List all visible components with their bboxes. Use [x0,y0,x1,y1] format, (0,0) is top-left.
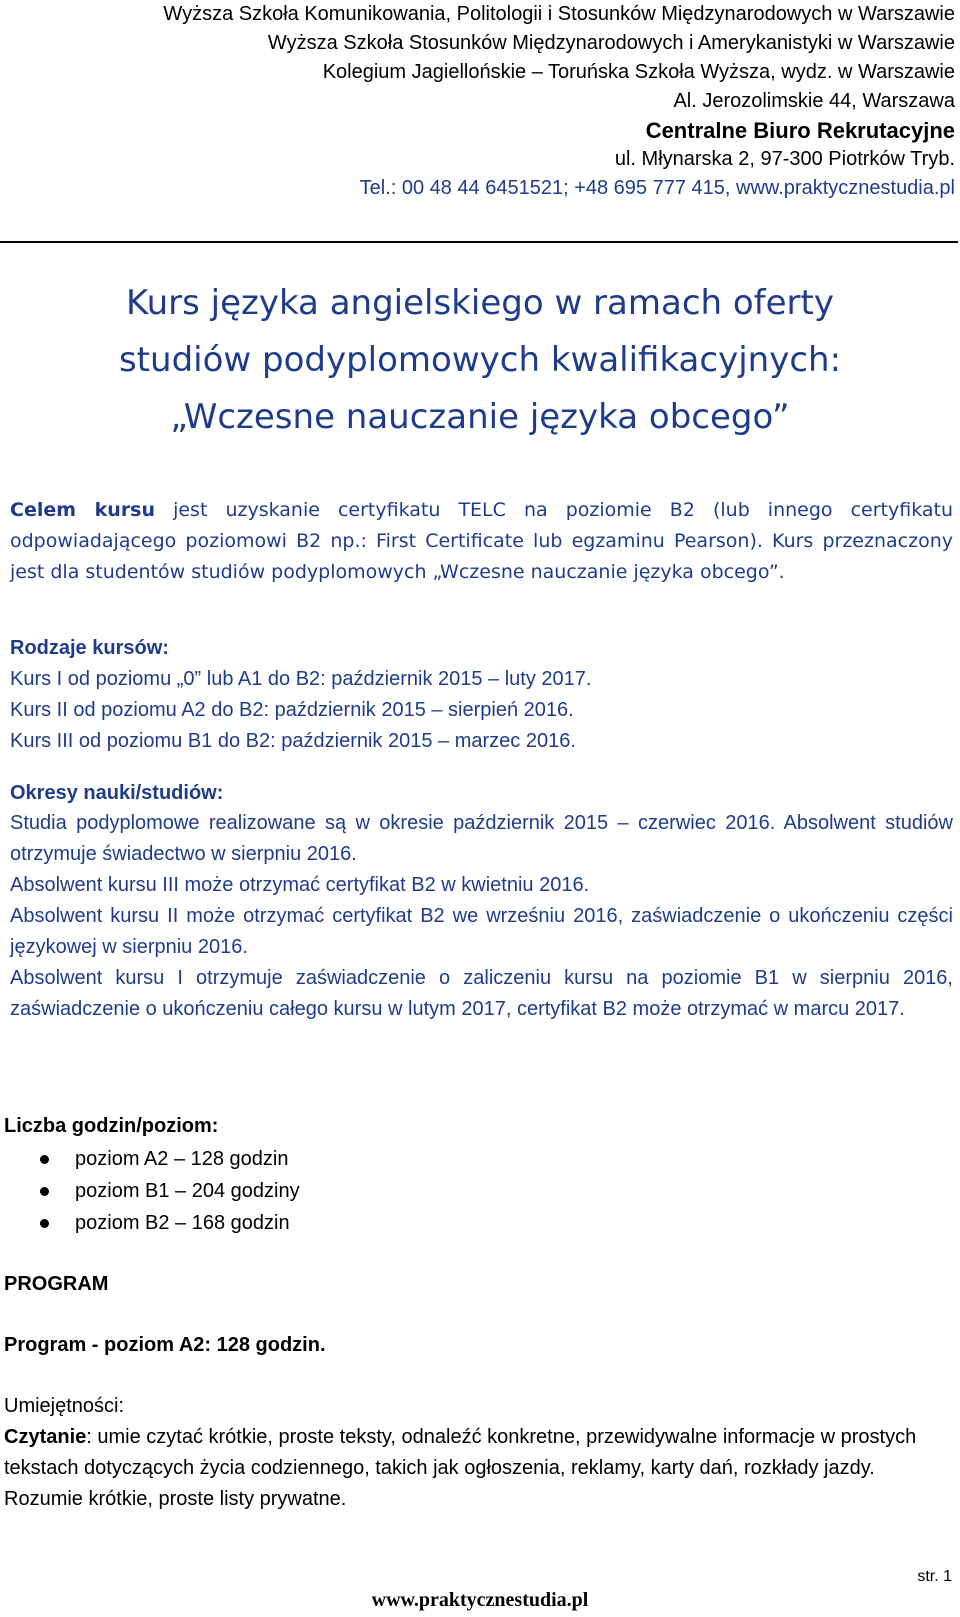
institution-header [0,0,955,203]
periods-paragraph: Absolwent kursu II może otrzymać certyfikat B2 we wrześniu 2016, zaświadczenie o ukończeniu części językowej w sierpniu 2016. [10,905,953,958]
hours-heading: Liczba godzin/poziom: [4,1115,219,1137]
list-item [40,1207,300,1239]
intro-bold-lead: Celem kursu [10,499,156,521]
hours-list [40,1143,300,1239]
footer-url: www.praktycznestudia.pl [371,1589,589,1611]
periods-paragraph: Absolwent kursu III może otrzymać certyfikat B2 w kwietniu 2016. [10,874,590,896]
program-heading: PROGRAM [4,1273,109,1295]
course-types-heading: Rodzaje kursów: [10,637,169,659]
hours-item-label: poziom B2 – 168 godzin [75,1212,290,1234]
periods-paragraph: Studia podyplomowe realizowane są w okresie październik 2015 – czerwiec 2016. Absolwent studiów otrzymuje świadectwo w sierpniu 2016. [10,812,953,865]
list-item [40,1175,300,1207]
title-line-2: studiów podyplomowych kwalifikacyjnych: [118,340,842,380]
list-item [40,1143,300,1175]
header-line-office: Centralne Biuro Rekrutacyjne [645,118,955,143]
bullet-icon [40,1187,49,1196]
course-types-list [10,664,953,757]
reading-label: Czytanie [4,1426,87,1448]
course-type-item: Kurs II od poziomu A2 do B2: październik 2015 – sierpień 2016. [10,699,574,721]
hours-item-label: poziom B1 – 204 godziny [75,1180,300,1202]
header-line-address: Al. Jerozolimskie 44, Warszawa [673,90,955,112]
course-type-item: Kurs III od poziomu B1 do B2: październik 2015 – marzec 2016. [10,730,576,752]
periods-text [10,808,953,1025]
header-divider [0,241,958,243]
header-line-contact: Tel.: 00 48 44 6451521; +48 695 777 415, www.praktycznestudia.pl [359,177,955,199]
reading-skill-paragraph [4,1422,954,1515]
hours-item-label: poziom A2 – 128 godzin [75,1148,289,1170]
intro-text: jest uzyskanie certyfikatu TELC na poziomie B2 (lub innego certyfikatu odpowiadającego poziomowi B2 np.: First Certificate lub egzaminu Pearson). Kurs przeznaczony jest dla studentów studiów podyplomowych „Wczesne nauczanie języka obcego”. [10,499,954,583]
header-line-3: Kolegium Jagiellońskie – Toruńska Szkoła Wyższa, wydz. w Warszawie [322,61,955,83]
page-number: str. 1 [917,1568,952,1585]
reading-text: : umie czytać krótkie, proste teksty, odnaleźć konkretne, przewidywalne informacje w prostych tekstach dotyczących życia codziennego, takich jak ogłoszenia, reklamy, karty dań, rozkłady jazdy. Rozumie krótkie, proste listy prywatne. [4,1426,917,1510]
intro-paragraph [10,495,953,588]
header-line-street: ul. Młynarska 2, 97-300 Piotrków Tryb. [614,148,955,170]
header-line-1: Wyższa Szkoła Komunikowania, Politologii i Stosunków Międzynarodowych w Warszawie [163,3,955,25]
program-a2-heading: Program - poziom A2: 128 godzin. [4,1334,326,1356]
title-line-1: Kurs języka angielskiego w ramach oferty [125,283,834,323]
course-type-item: Kurs I od poziomu „0” lub A1 do B2: październik 2015 – luty 2017. [10,668,592,690]
skills-label: Umiejętności: [4,1395,125,1417]
periods-heading: Okresy nauki/studiów: [10,782,224,804]
header-line-2: Wyższa Szkoła Stosunków Międzynarodowych i Amerykanistyki w Warszawie [267,32,955,54]
title-line-3: „Wczesne nauczanie języka obcego” [170,397,790,437]
bullet-icon [40,1219,49,1228]
document-title [0,275,960,446]
bullet-icon [40,1155,49,1164]
periods-paragraph: Absolwent kursu I otrzymuje zaświadczenie o zaliczeniu kursu na poziomie B1 w sierpniu 2016, zaświadczenie o ukończeniu całego kursu w lutym 2017, certyfikat B2 może otrzymać w marcu 2017. [10,967,953,1020]
